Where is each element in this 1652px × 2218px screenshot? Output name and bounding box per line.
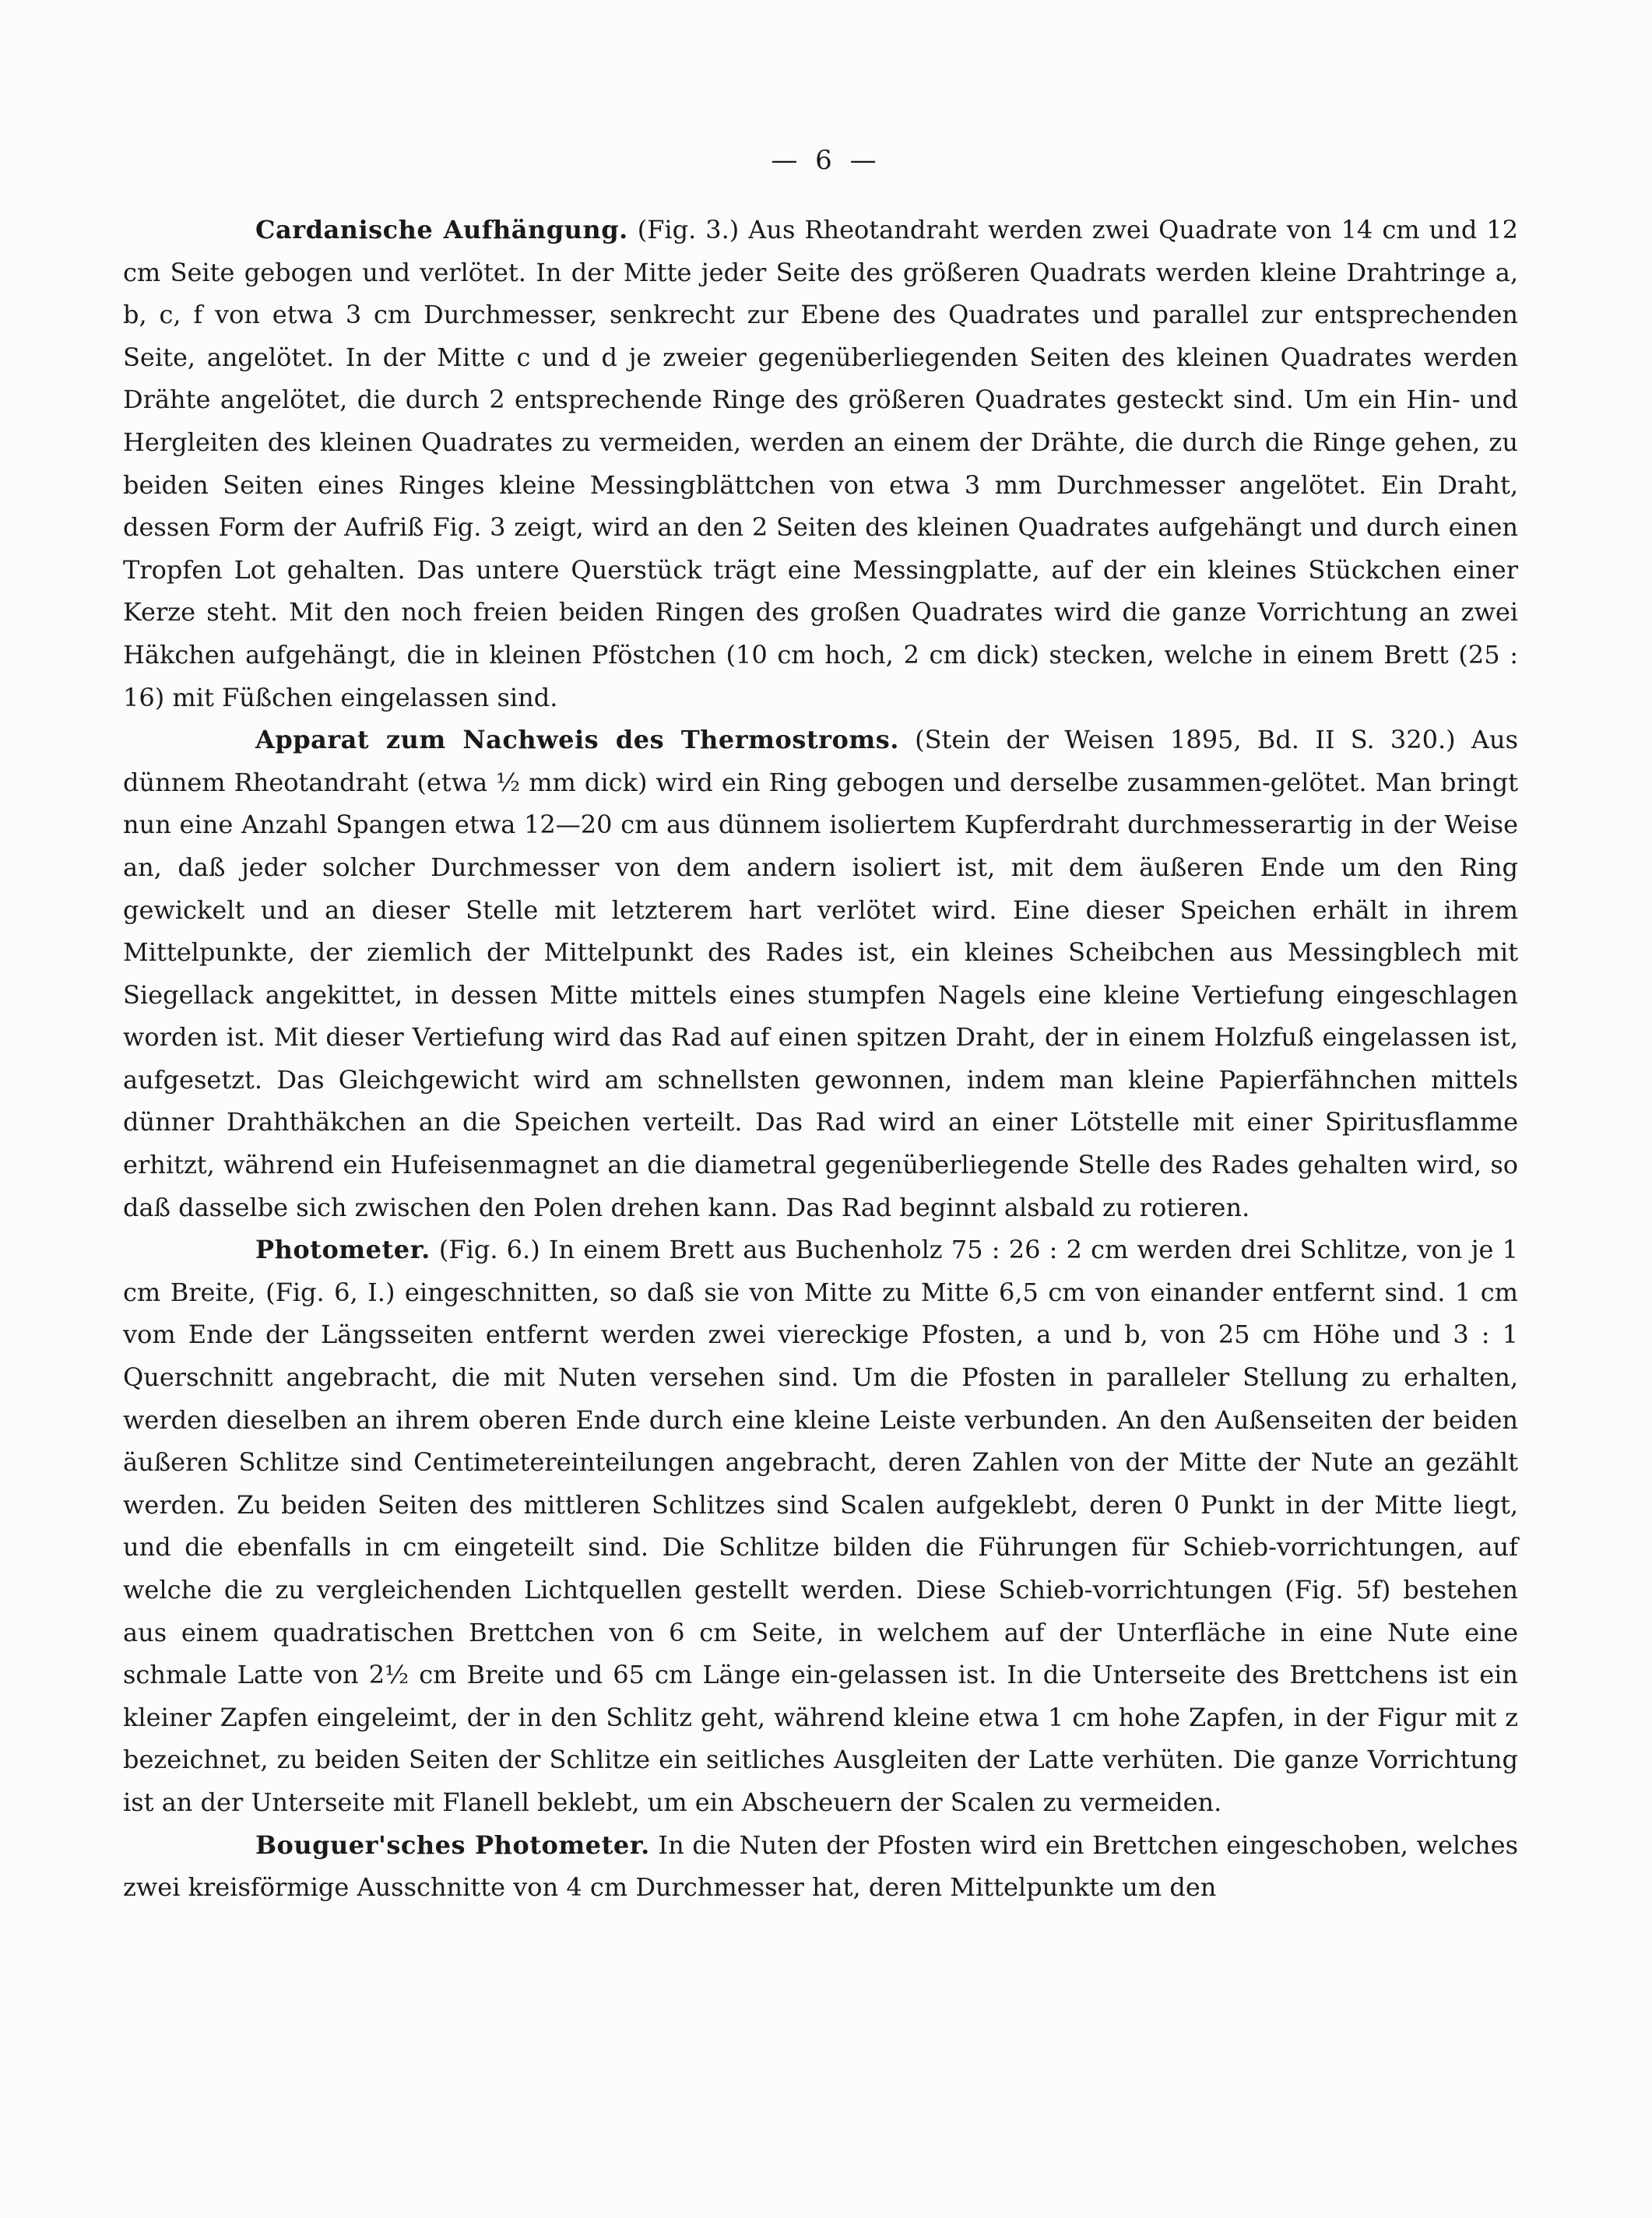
section-photometer — [123, 1229, 1518, 1823]
section-heading: Apparat zum Nachweis des Thermostroms. — [255, 725, 899, 755]
body-text — [123, 209, 1518, 1909]
section-bouguer-photometer — [123, 1824, 1518, 1909]
section-text: (Stein der Weisen 1895, Bd. II S. 320.) Aus dünnem Rheotandraht (etwa ½ mm dick) wird ein Ring gebogen und derselbe zusammen-gelötet. Man bringt nun eine Anzahl Spangen etwa 12—20 cm aus dünnem isoliertem Kupferdraht durchmesserartig in der Weise an, daß jeder solcher Durchmesser von dem andern isoliert ist, mit dem äußeren Ende um den Ring gewickelt und an dieser Stelle mit letzterem hart verlötet wird. Eine dieser Speichen erhält in ihrem Mittelpunkte, der ziemlich der Mittelpunkt des Rades ist, ein kleines Scheibchen aus Messingblech mit Siegellack angekittet, in dessen Mitte mittels eines stumpfen Nagels eine kleine Vertiefung eingeschlagen worden ist. Mit dieser Vertiefung wird das Rad auf einen spitzen Draht, der in einem Holzfuß eingelassen ist, aufgesetzt. Das Gleichgewicht wird am schnellsten gewonnen, indem man kleine Papierfähnchen mittels dünner Drahthäkchen an die Speichen verteilt. Das Rad wird an einer Lötstelle mit einer Spiritusflamme erhitzt, während ein Hufeisenmagnet an die diametral gegenüberliegende Stelle des Rades gehalten wird, so daß dasselbe sich zwischen den Polen drehen kann. Das Rad beginnt alsbald zu rotieren. — [123, 725, 1519, 1222]
section-text: In die Nuten der Pfosten wird ein Brettchen eingeschoben, welches zwei kreisförmige Ausschnitte von 4 cm Durchmesser hat, deren Mittelpunkte um den — [123, 1830, 1519, 1903]
section-cardanic-suspension — [123, 209, 1518, 719]
section-text: (Fig. 6.) In einem Brett aus Buchenholz 75 : 26 : 2 cm werden drei Schlitze, von je 1 cm Breite, (Fig. 6, I.) eingeschnitten, so daß sie von Mitte zu Mitte 6,5 cm von einander entfernt sind. 1 cm vom Ende der Längsseiten entfernt werden zwei viereckige Pfosten, a und b, von 25 cm Höhe und 3 : 1 Querschnitt angebracht, die mit Nuten versehen sind. Um die Pfosten in paralleler Stellung zu erhalten, werden dieselben an ihrem oberen Ende durch eine kleine Leiste verbunden. An den Außenseiten der beiden äußeren Schlitze sind Centimetereinteilungen angebracht, deren Zahlen von der Mitte der Nute an gezählt werden. Zu beiden Seiten des mittleren Schlitzes sind Scalen aufgeklebt, deren 0 Punkt in der Mitte liegt, und die ebenfalls in cm eingeteilt sind. Die Schlitze bilden die Führungen für Schieb-vorrichtungen, auf welche die zu vergleichenden Lichtquellen gestellt werden. Diese Schieb-vorrichtungen (Fig. 5f) bestehen aus einem quadratischen Brettchen von 6 cm Seite, in welchem auf der Unterfläche in eine Nute eine schmale Latte von 2½ cm Breite und 65 cm Länge ein-gelassen ist. In die Unterseite des Brettchens ist ein kleiner Zapfen eingeleimt, der in den Schlitz geht, während kleine etwa 1 cm hohe Zapfen, in der Figur mit z bezeichnet, zu beiden Seiten der Schlitze ein seitliches Ausgleiten der Latte verhüten. Die ganze Vorrichtung ist an der Unterseite mit Flanell beklebt, um ein Abscheuern der Scalen zu vermeiden. — [123, 1235, 1519, 1817]
section-heading: Cardanische Aufhängung. — [255, 215, 628, 244]
section-text: (Fig. 3.) Aus Rheotandraht werden zwei Quadrate von 14 cm und 12 cm Seite gebogen und verlötet. In der Mitte jeder Seite des größeren Quadrats werden kleine Drahtringe a, b, c, f von etwa 3 cm Durchmesser, senkrecht zur Ebene des Quadrates und parallel zur entsprechenden Seite, angelötet. In der Mitte c und d je zweier gegenüberliegenden Seiten des kleinen Quadrates werden Drähte angelötet, die durch 2 entsprechende Ringe des größeren Quadrates gesteckt sind. Um ein Hin- und Hergleiten des kleinen Quadrates zu vermeiden, werden an einem der Drähte, die durch die Ringe gehen, zu beiden Seiten eines Ringes kleine Messingblättchen von etwa 3 mm Durchmesser angelötet. Ein Draht, dessen Form der Aufriß Fig. 3 zeigt, wird an den 2 Seiten des kleinen Quadrates aufgehängt und durch einen Tropfen Lot gehalten. Das untere Querstück trägt eine Messingplatte, auf der ein kleines Stückchen einer Kerze steht. Mit den noch freien beiden Ringen des großen Quadrates wird die ganze Vorrichtung an zwei Häkchen aufgehängt, die in kleinen Pföstchen (10 cm hoch, 2 cm dick) stecken, welche in einem Brett (25 : 16) mit Füßchen eingelassen sind. — [123, 215, 1519, 712]
page-number: — 6 — — [771, 145, 881, 176]
section-heading: Bouguer'sches Photometer. — [255, 1830, 650, 1860]
section-thermocurrent-apparatus — [123, 719, 1518, 1229]
section-heading: Photometer. — [255, 1235, 431, 1265]
